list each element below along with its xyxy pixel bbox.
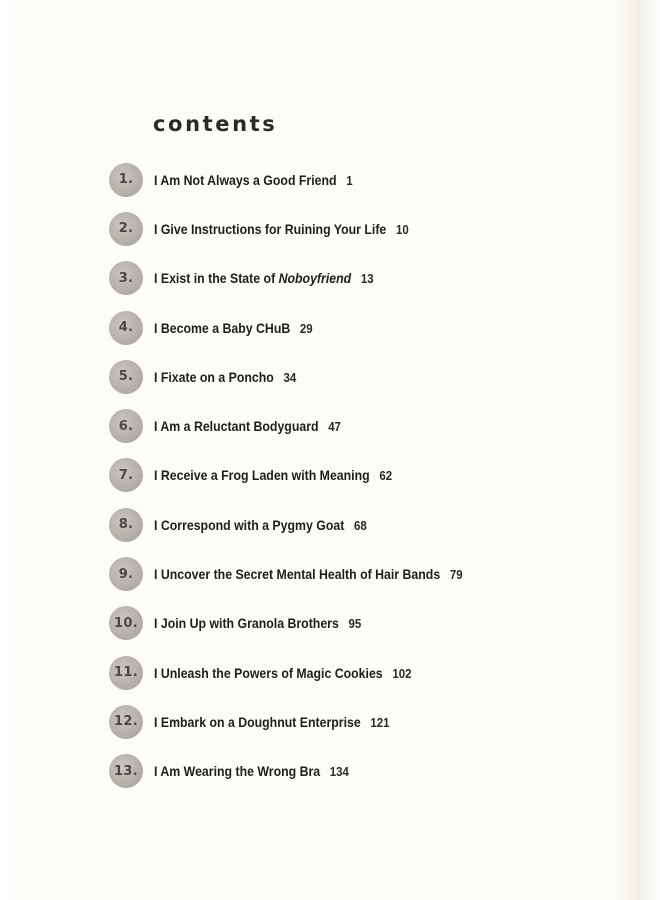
chapter-page-number: 34 (283, 369, 297, 385)
chapter-number-badge (109, 508, 143, 542)
chapter-title: I Am Not Always a Good Friend (154, 171, 337, 188)
toc-entry-text (154, 320, 313, 336)
chapter-title: I Unleash the Powers of Magic Cookies (154, 664, 383, 681)
toc-entry-13 (109, 747, 505, 796)
toc-entry-2 (109, 204, 505, 253)
toc-entry-6 (109, 401, 505, 450)
table-of-contents (109, 155, 505, 796)
chapter-number-badge (109, 409, 143, 443)
chapter-number-badge (109, 606, 143, 640)
chapter-title: I Receive a Frog Laden with Meaning (154, 467, 370, 484)
chapter-number-badge (109, 557, 143, 591)
chapter-page-number: 102 (392, 665, 412, 681)
chapter-number: 3. (118, 270, 134, 286)
chapter-number-badge (109, 163, 143, 197)
chapter-title: I Join Up with Granola Brothers (154, 615, 339, 632)
toc-entry-4 (109, 303, 505, 352)
toc-entry-text (154, 566, 463, 582)
toc-entry-10 (109, 599, 505, 648)
toc-entry-text (154, 172, 353, 188)
chapter-title: I Embark on a Doughnut Enterprise (154, 713, 361, 730)
toc-entry-text (154, 467, 392, 483)
toc-entry-8 (109, 500, 505, 549)
chapter-title: I Correspond with a Pygmy Goat (154, 516, 345, 533)
chapter-number: 13. (114, 763, 138, 779)
toc-entry-text (154, 221, 409, 237)
toc-entry-text (154, 270, 374, 286)
chapter-page-number: 10 (395, 221, 409, 237)
chapter-page-number: 79 (449, 567, 463, 583)
toc-entry-11 (109, 648, 505, 697)
chapter-page-number: 95 (348, 616, 362, 632)
chapter-number: 6. (118, 418, 134, 434)
chapter-number-badge (109, 656, 143, 690)
chapter-page-number: 121 (370, 714, 390, 730)
toc-entry-5 (109, 352, 505, 401)
chapter-number: 10. (114, 615, 138, 631)
toc-entry-7 (109, 451, 505, 500)
chapter-page-number: 13 (360, 271, 374, 287)
chapter-page-number: 68 (353, 517, 367, 533)
toc-entry-text (154, 665, 411, 681)
chapter-number: 2. (118, 221, 134, 237)
chapter-number: 9. (118, 566, 134, 582)
chapter-number-badge (109, 311, 143, 345)
contents-heading: contents (153, 112, 278, 136)
chapter-title: I Am a Reluctant Bodyguard (154, 418, 319, 435)
chapter-number: 1. (118, 172, 134, 188)
chapter-number: 8. (118, 517, 134, 533)
chapter-number-badge (109, 212, 143, 246)
chapter-page-number: 134 (329, 764, 349, 780)
chapter-page-number: 29 (299, 320, 313, 336)
toc-entry-1 (109, 155, 505, 204)
chapter-page-number: 47 (328, 419, 341, 435)
toc-entry-3 (109, 254, 505, 303)
chapter-title: I Uncover the Secret Mental Health of Hair Bands (154, 566, 441, 583)
chapter-title-emphasis: Noboyfriend (278, 270, 352, 287)
chapter-number-badge (109, 705, 143, 739)
toc-entry-text (154, 517, 367, 533)
toc-entry-text (154, 369, 296, 385)
chapter-title: I Give Instructions for Ruining Your Life (154, 220, 387, 237)
chapter-number: 4. (118, 320, 134, 336)
toc-entry-text (154, 763, 349, 779)
chapter-title: I Exist in the State of (154, 270, 279, 287)
chapter-number: 5. (118, 369, 134, 385)
chapter-number: 7. (118, 467, 134, 483)
toc-entry-text (154, 714, 390, 730)
chapter-page-number: 62 (379, 468, 393, 484)
chapter-title: I Fixate on a Poncho (154, 368, 274, 385)
chapter-number: 11. (114, 665, 138, 681)
chapter-number-badge (109, 458, 143, 492)
chapter-number-badge (109, 754, 143, 788)
chapter-page-number: 1 (346, 172, 353, 188)
chapter-number: 12. (114, 714, 138, 730)
toc-entry-12 (109, 697, 505, 746)
chapter-title: I Am Wearing the Wrong Bra (154, 763, 321, 780)
toc-entry-text (154, 615, 361, 631)
toc-entry-9 (109, 549, 505, 598)
chapter-number-badge (109, 360, 143, 394)
chapter-title: I Become a Baby CHuB (154, 319, 291, 336)
toc-entry-text (154, 418, 341, 434)
chapter-number-badge (109, 261, 143, 295)
